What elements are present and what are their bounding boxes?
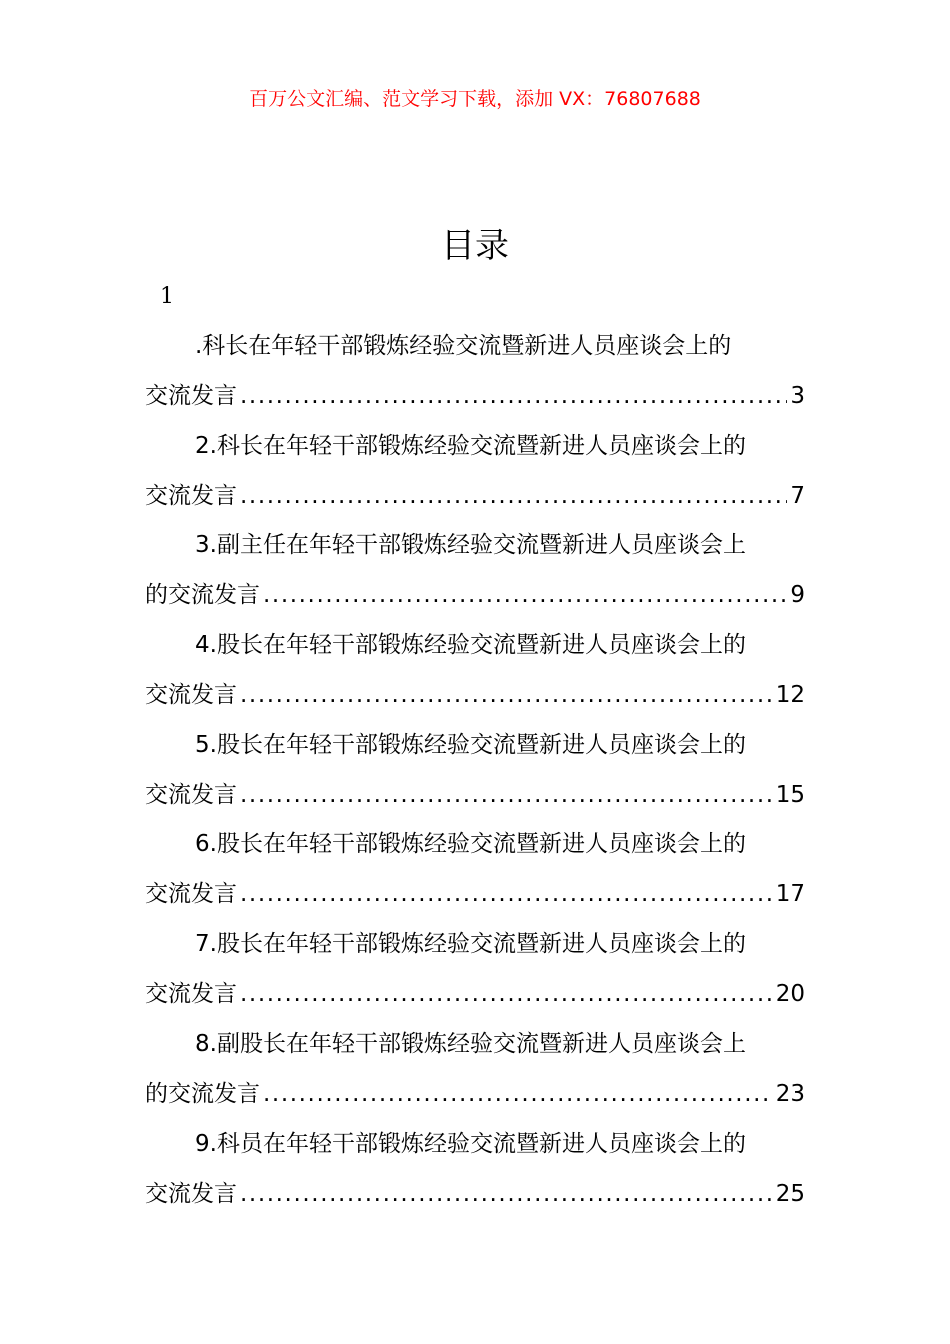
dot-leader: [240, 1172, 773, 1216]
toc-entry-title: 4.股长在年轻干部锻炼经验交流暨新进人员座谈会上的: [195, 632, 746, 659]
header-watermark-note: 百万公文汇编、范文学习下载，添加 VX：76807688: [249, 88, 701, 110]
toc-entry-title-continued: 交流发言: [145, 482, 237, 509]
toc-entry[interactable]: [145, 1122, 805, 1222]
toc-list: [145, 324, 805, 1221]
toc-entry[interactable]: [145, 922, 805, 1022]
toc-entry-title: 8.副股长在年轻干部锻炼经验交流暨新进人员座谈会上: [195, 1030, 746, 1057]
toc-entry-page-number: 12: [775, 682, 805, 709]
toc-entry[interactable]: [145, 523, 805, 623]
toc-entry-title: 5.股长在年轻干部锻炼经验交流暨新进人员座谈会上的: [195, 731, 746, 758]
toc-entry-title: 6.股长在年轻干部锻炼经验交流暨新进人员座谈会上的: [195, 831, 746, 858]
toc-entry-page-number: 23: [775, 1080, 805, 1107]
dot-leader: [263, 573, 787, 617]
stray-number: 1: [160, 284, 174, 309]
toc-entry-page-number: 15: [775, 781, 805, 808]
toc-entry-title: 9.科员在年轻干部锻炼经验交流暨新进人员座谈会上的: [195, 1130, 746, 1157]
dot-leader: [240, 872, 773, 916]
toc-entry-tail-row: [145, 1172, 805, 1216]
toc-entry-tail-row: [145, 972, 805, 1016]
toc-entry[interactable]: [145, 424, 805, 524]
toc-entry-tail-row: [145, 573, 805, 617]
dot-leader: [263, 1072, 773, 1116]
toc-entry[interactable]: [145, 1022, 805, 1122]
toc-entry-title-continued: 的交流发言: [145, 582, 260, 609]
toc-entry[interactable]: [145, 324, 805, 424]
toc-entry-title-continued: 交流发言: [145, 981, 237, 1008]
dot-leader: [240, 972, 773, 1016]
toc-entry-tail-row: [145, 474, 805, 518]
toc-entry-page-number: 25: [775, 1180, 805, 1207]
toc-entry-title-continued: 的交流发言: [145, 1080, 260, 1107]
toc-entry-title: .科长在年轻干部锻炼经验交流暨新进人员座谈会上的: [195, 333, 732, 359]
toc-entry-title: 3.副主任在年轻干部锻炼经验交流暨新进人员座谈会上: [195, 532, 746, 559]
toc-entry-title: 2.科长在年轻干部锻炼经验交流暨新进人员座谈会上的: [195, 432, 746, 459]
toc-entry-title-continued: 交流发言: [145, 682, 237, 709]
toc-entry[interactable]: [145, 623, 805, 723]
toc-entry-tail-row: [145, 773, 805, 817]
dot-leader: [240, 773, 773, 817]
toc-entry-tail-row: [145, 673, 805, 717]
toc-entry-title-continued: 交流发言: [145, 881, 237, 908]
toc-entry-page-number: 17: [775, 881, 805, 908]
toc-entry-page-number: 20: [775, 981, 805, 1008]
dot-leader: [240, 474, 787, 518]
toc-entry-title-continued: 交流发言: [145, 1180, 237, 1207]
dot-leader: [240, 673, 773, 717]
toc-entry-title-continued: 交流发言: [145, 781, 237, 808]
toc-entry-title: 7.股长在年轻干部锻炼经验交流暨新进人员座谈会上的: [195, 931, 746, 958]
toc-entry-page-number: 9: [790, 582, 805, 609]
toc-entry-tail-row: [145, 374, 805, 418]
toc-entry-page-number: 3: [790, 383, 805, 409]
toc-entry[interactable]: [145, 723, 805, 823]
toc-entry-tail-row: [145, 872, 805, 916]
page-title: 目录: [441, 226, 509, 266]
toc-entry-title-continued: 交流发言: [145, 383, 237, 409]
dot-leader: [240, 374, 787, 418]
toc-entry-tail-row: [145, 1072, 805, 1116]
toc-entry[interactable]: [145, 822, 805, 922]
toc-entry-page-number: 7: [790, 482, 805, 509]
